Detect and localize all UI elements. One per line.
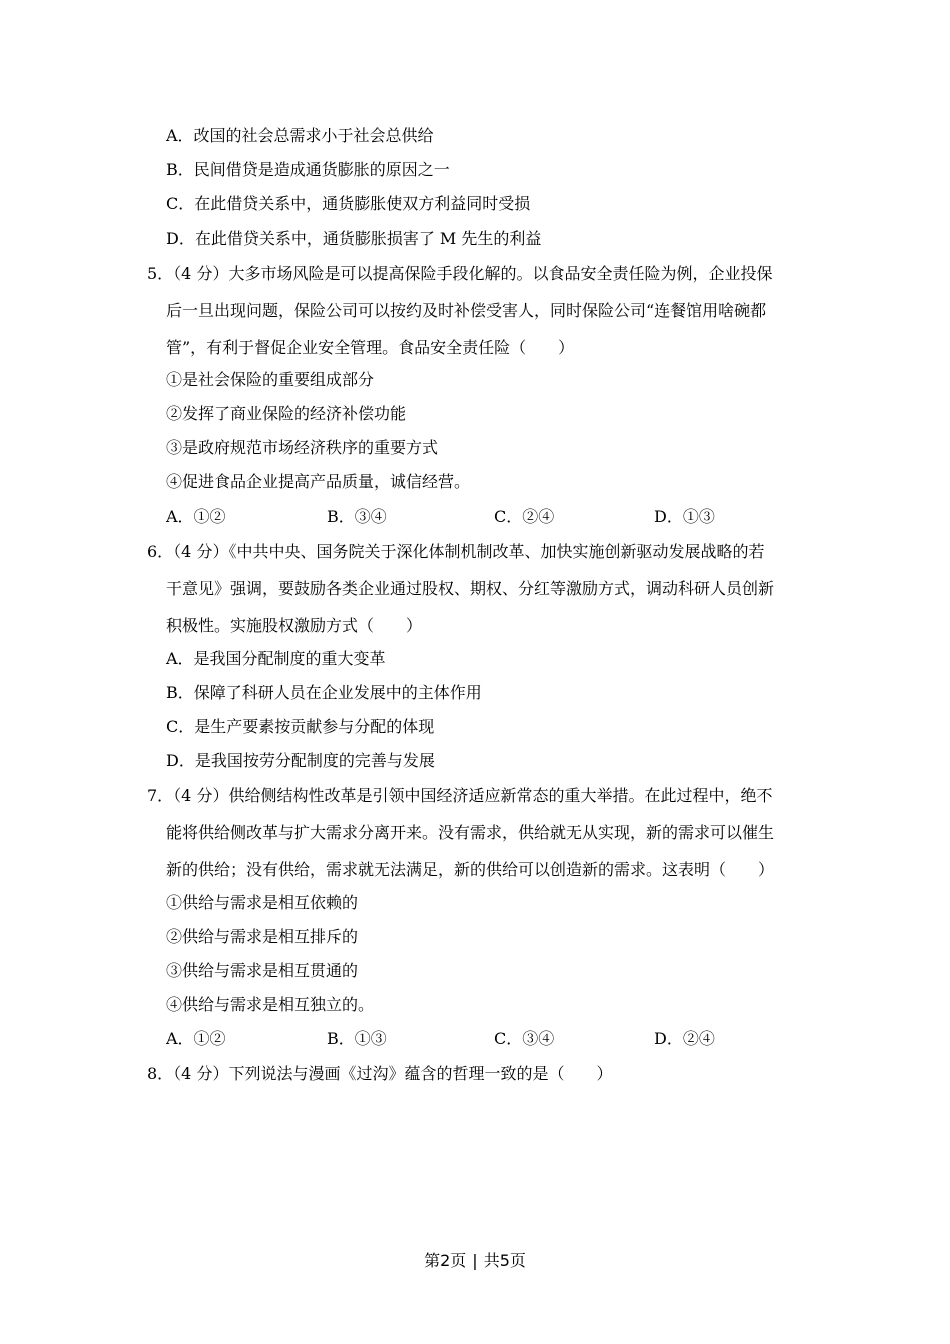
q4-option-b: B．民间借贷是造成通货膨胀的原因之一: [166, 160, 450, 179]
q5-item-2: ②发挥了商业保险的经济补偿功能: [166, 404, 407, 423]
footer-total-pages: 共5页: [483, 1251, 526, 1270]
q5-choice-a: A．①②: [166, 507, 226, 526]
q5-choice-c: C．②④: [494, 507, 555, 526]
q6-stem-line3: 积极性。实施股权激励方式（ ）: [166, 616, 423, 635]
q5-item-3: ③是政府规范市场经济秩序的重要方式: [166, 438, 439, 457]
q7-item-4: ④供给与需求是相互独立的。: [166, 995, 375, 1014]
q4-option-a: A．改国的社会总需求小于社会总供给: [166, 126, 434, 145]
q6-option-d: D．是我国按劳分配制度的完善与发展: [166, 751, 435, 770]
q5-stem-line1: 5．（4 分）大多市场风险是可以提高保险手段化解的。以食品安全责任险为例，企业投保: [147, 264, 773, 283]
q7-stem-line1: 7．（4 分）供给侧结构性改革是引领中国经济适应新常态的重大举措。在此过程中，绝不: [147, 786, 773, 805]
q7-stem-line2: 能将供给侧改革与扩大需求分离开来。没有需求，供给就无从实现，新的需求可以催生: [166, 823, 775, 842]
q8-stem-line1: 8．（4 分）下列说法与漫画《过沟》蕴含的哲理一致的是（ ）: [147, 1064, 613, 1083]
q6-option-b: B．保障了科研人员在企业发展中的主体作用: [166, 683, 482, 702]
q5-stem-line2: 后一旦出现问题，保险公司可以按约及时补偿受害人，同时保险公司“连餐馆用啥碗都: [166, 301, 767, 320]
q7-stem-line3: 新的供给；没有供给，需求就无法满足，新的供给可以创造新的需求。这表明（ ）: [166, 860, 775, 879]
q7-choice-c: C．③④: [494, 1029, 555, 1048]
footer-current-page: 第2页: [424, 1251, 467, 1270]
page-footer: [0, 1248, 950, 1271]
q4-option-d: D．在此借贷关系中，通货膨胀损害了 M 先生的利益: [166, 229, 542, 248]
q5-item-1: ①是社会保险的重要组成部分: [166, 370, 375, 389]
q7-choice-a: A．①②: [166, 1029, 226, 1048]
q5-choice-d: D．①③: [654, 507, 715, 526]
q6-stem-line1: 6．（4 分）《中共中央、国务院关于深化体制机制改革、加快实施创新驱动发展战略的若: [147, 542, 765, 561]
q6-stem-line2: 干意见》强调，要鼓励各类企业通过股权、期权、分红等激励方式，调动科研人员创新: [166, 579, 775, 598]
q6-option-a: A．是我国分配制度的重大变革: [166, 649, 386, 668]
q5-item-4: ④促进食品企业提高产品质量，诚信经营。: [166, 472, 471, 491]
q6-option-c: C．是生产要素按贡献参与分配的体现: [166, 717, 435, 736]
q4-option-c: C．在此借贷关系中，通货膨胀使双方利益同时受损: [166, 194, 531, 213]
q7-item-1: ①供给与需求是相互依赖的: [166, 893, 359, 912]
q5-choice-b: B．③④: [327, 507, 387, 526]
q7-choice-d: D．②④: [654, 1029, 715, 1048]
q7-choice-b: B．①③: [327, 1029, 387, 1048]
q5-stem-line3: 管”，有利于督促企业安全管理。食品安全责任险（ ）: [166, 338, 575, 357]
q7-choices: [0, 1029, 950, 1049]
q7-item-3: ③供给与需求是相互贯通的: [166, 961, 359, 980]
footer-separator: |: [472, 1251, 478, 1270]
q7-item-2: ②供给与需求是相互排斥的: [166, 927, 359, 946]
q5-choices: [0, 507, 950, 527]
